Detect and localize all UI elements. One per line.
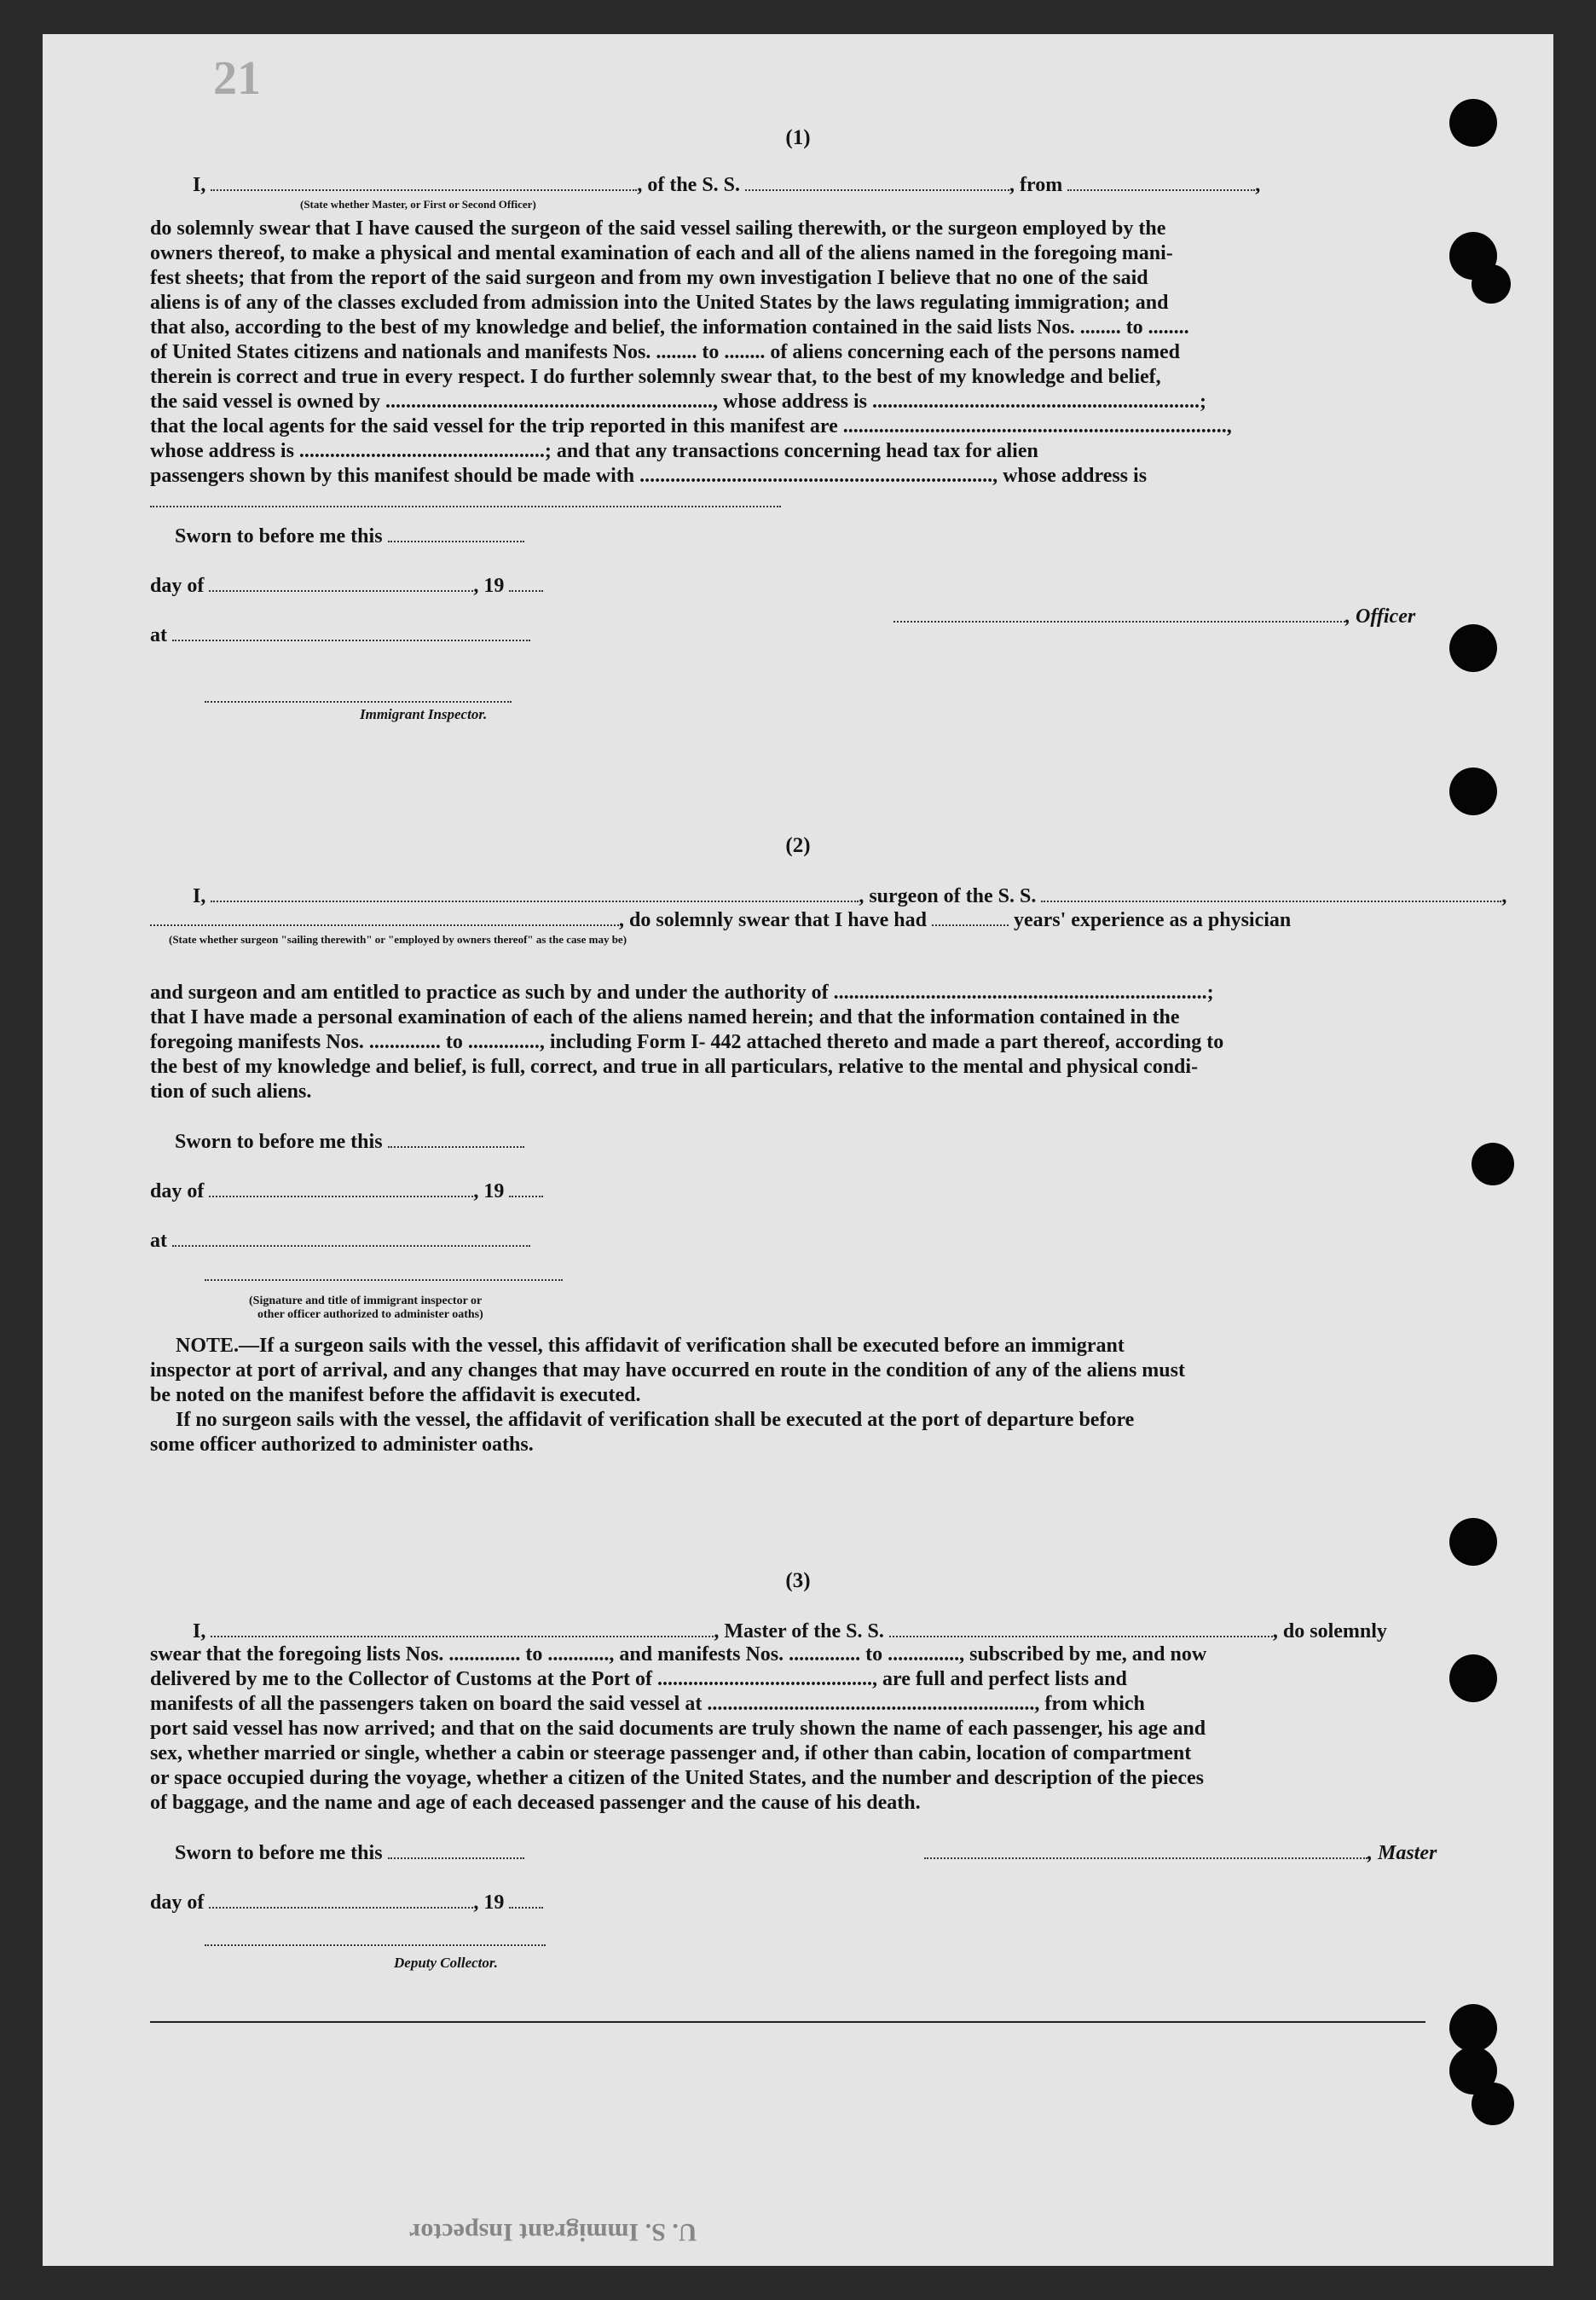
signature-field (205, 684, 512, 703)
note-paragraph (150, 1334, 1425, 1457)
body-line: that I have made a personal examination of each of the aliens named herein; and that the information contained in the (150, 1006, 1180, 1028)
body-line: that also, according to the best of my knowledge and belief, the information contained in the said lists Nos. ........ to ........ (150, 316, 1189, 339)
blank-field (889, 1619, 1273, 1637)
body-line: tion of such aliens. (150, 1080, 312, 1103)
section-number: (3) (785, 1569, 811, 1592)
master-line: , Master (924, 1840, 1437, 1865)
field-caption: (State whether Master, or First or Second Officer) (300, 198, 536, 211)
body-line: delivered by me to the Collector of Customs at the Port of .........................................., are full and perfect lists and (150, 1668, 1127, 1690)
sworn-line: Sworn to before me this (175, 1840, 524, 1865)
body-line: sex, whether married or single, whether a cabin or steerage passenger and, if other than cabin, location of compartment (150, 1742, 1192, 1764)
blank-field (509, 1179, 543, 1197)
oath-paragraph (150, 981, 1425, 1104)
punch-hole (1449, 2004, 1497, 2052)
body-line: do solemnly swear that I have caused the surgeon of the said vessel sailing therewith, or the surgeon employed by the (150, 217, 1166, 240)
body-line: therein is correct and true in every respect. I do further solemnly swear that, to the best of my knowledge and belief, (150, 366, 1161, 388)
body-line: or space occupied during the voyage, whether a citizen of the United States, and the number and description of the pieces (150, 1767, 1204, 1789)
blank-field (211, 1619, 714, 1637)
signature-caption: (Signature and title of immigrant inspector or (249, 1295, 483, 1307)
collector-caption: Deputy Collector. (394, 1955, 498, 1971)
page-number-stamp: 21 (213, 52, 261, 105)
body-line: owners thereof, to make a physical and mental examination of each and all of the aliens named in the foregoing mani- (150, 242, 1173, 264)
body-line: swear that the foregoing lists Nos. .............. to ............, and manifests Nos. .............. to .............., subscribed by me, and now (150, 1643, 1207, 1666)
blank-field (209, 1179, 473, 1197)
collector-signature-line (205, 1927, 546, 1952)
signature-caption: other officer authorized to administer oaths) (257, 1308, 483, 1321)
blank-field (388, 524, 524, 542)
day-line: day of , 19 (150, 1890, 543, 1915)
at-line: at (150, 623, 530, 647)
section-number: (1) (785, 126, 811, 149)
oath-line: I, , surgeon of the S. S. , (193, 885, 1507, 907)
punch-hole (1449, 1518, 1497, 1566)
oath-line: , do solemnly swear that I have had years' experience as a physician (150, 907, 1291, 932)
punch-hole (1472, 1143, 1514, 1185)
body-line: fest sheets; that from the report of the said surgeon and from my own investigation I believe that no one of the said (150, 267, 1148, 289)
punch-hole (1449, 1654, 1497, 1702)
body-line: of United States citizens and nationals and manifests Nos. ........ to ........ of aliens concerning each of the persons named (150, 341, 1181, 363)
from-label: , from (1009, 174, 1063, 196)
body-line: whose address is ................................................; and that any transactions concerning head tax for alien (150, 440, 1038, 462)
blank-field (172, 623, 530, 641)
inspector-signature-line (205, 1262, 563, 1287)
blank-field (1067, 172, 1255, 191)
blank-field (211, 172, 637, 191)
blank-field (150, 489, 781, 507)
oath-prefix: I, (193, 174, 206, 196)
oath-paragraph (150, 1642, 1425, 1816)
section-number: (2) (785, 834, 811, 857)
signature-field (205, 1262, 563, 1281)
sworn-line: Sworn to before me this (175, 524, 524, 548)
punch-hole (1449, 768, 1497, 815)
at-line: at (150, 1228, 530, 1253)
manifest-page (43, 34, 1553, 2266)
body-line: the best of my knowledge and belief, is full, correct, and true in all particulars, relative to the mental and physical condi- (150, 1056, 1199, 1078)
body-line: that the local agents for the said vessel for the trip reported in this manifest are ..........................................................................., (150, 415, 1232, 437)
signature-field (893, 604, 1345, 623)
bottom-rule (150, 2021, 1425, 2023)
blank-field (388, 1840, 524, 1859)
punch-hole (1449, 624, 1497, 672)
note-line: be noted on the manifest before the affidavit is executed. (150, 1384, 641, 1406)
punch-hole (1472, 264, 1511, 304)
signature-field (205, 1927, 546, 1946)
blank-field (932, 907, 1009, 926)
blank-field (1041, 884, 1501, 902)
note-line: If no surgeon sails with the vessel, the affidavit of verification shall be executed at the port of departure before (176, 1409, 1135, 1431)
blank-field (509, 1890, 543, 1909)
blank-field (172, 1228, 530, 1247)
field-caption: (State whether surgeon "sailing therewith" or "employed by owners thereof" as the case may be) (169, 933, 627, 946)
blank-field (150, 907, 619, 926)
blank-field (209, 573, 473, 592)
punch-hole (1472, 2083, 1514, 2125)
body-line: of baggage, and the name and age of each deceased passenger and the cause of his death. (150, 1792, 921, 1814)
vessel-label: , of the S. S. (637, 174, 741, 196)
body-line: manifests of all the passengers taken on board the said vessel at ................................................................, from which (150, 1693, 1145, 1715)
body-line: and surgeon and am entitled to practice as such by and under the authority of .........................................................................; (150, 982, 1214, 1004)
signature-field (924, 1840, 1368, 1859)
note-line: inspector at port of arrival, and any changes that may have occurred en route in the condition of any of the aliens must (150, 1359, 1185, 1382)
blank-field (211, 884, 859, 902)
note-line: some officer authorized to administer oaths. (150, 1434, 534, 1456)
bleed-through-stamp: U. S. Immigrant Inspector (409, 2218, 697, 2246)
blank-field (745, 172, 1009, 191)
sworn-line: Sworn to before me this (175, 1129, 524, 1154)
oath-line: I, , of the S. S. , from , (193, 174, 1261, 196)
body-line: passengers shown by this manifest should be made with ....................................................................., whose address is (150, 465, 1148, 487)
inspector-caption: Immigrant Inspector. (360, 706, 488, 722)
day-line: day of , 19 (150, 1179, 543, 1203)
inspector-signature-line (205, 684, 512, 709)
body-line: foregoing manifests Nos. .............. to .............., including Form I- 442 attached thereto and made a part thereof, according to (150, 1031, 1224, 1053)
blank-field (209, 1890, 473, 1909)
body-line: aliens is of any of the classes excluded from admission into the United States by the laws regulating immigration; and (150, 292, 1169, 314)
note-line: NOTE.—If a surgeon sails with the vessel, this affidavit of verification shall be executed before an immigrant (176, 1335, 1125, 1357)
blank-field (509, 573, 543, 592)
body-line: port said vessel has now arrived; and that on the said documents are truly shown the name of each passenger, his age and (150, 1718, 1206, 1740)
blank-field (388, 1129, 524, 1148)
oath-paragraph (150, 217, 1425, 509)
officer-line: , Officer (893, 604, 1415, 629)
oath-line: I, , Master of the S. S. , do solemnly (193, 1620, 1387, 1642)
body-line: the said vessel is owned by ................................................................, whose address is ................................................................; (150, 391, 1206, 413)
day-line: day of , 19 (150, 573, 543, 598)
